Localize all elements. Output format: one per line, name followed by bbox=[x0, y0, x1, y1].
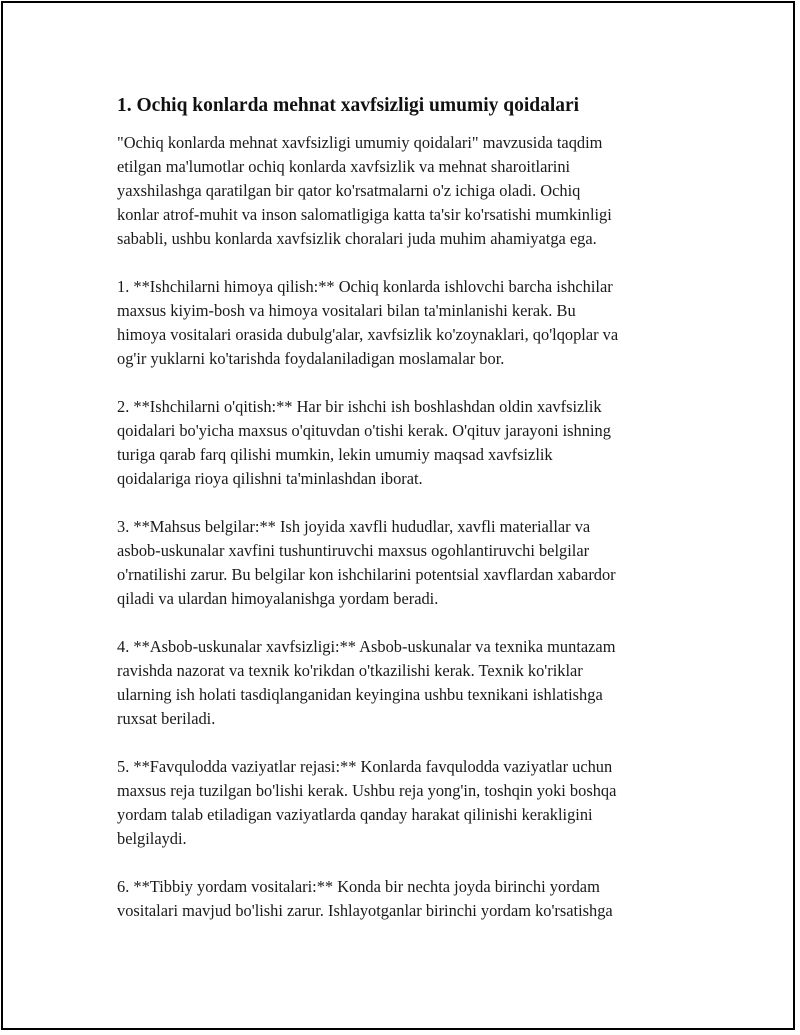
intro-paragraph bbox=[117, 131, 687, 251]
text-line: og'ir yuklarni ko'tarishda foydalaniladigan moslamalar bor. bbox=[117, 349, 505, 368]
text-line: yaxshilashga qaratilgan bir qator ko'rsatmalarni o'z ichiga oladi. Ochiq bbox=[117, 181, 581, 200]
text-line: yordam talab etiladigan vaziyatlarda qanday harakat qilinishi kerakligini bbox=[117, 805, 593, 824]
text-line: "Ochiq konlarda mehnat xavfsizligi umumiy qoidalari" mavzusida taqdim bbox=[117, 133, 603, 152]
item-paragraph-5 bbox=[117, 755, 687, 851]
text-line: sababli, ushbu konlarda xavfsizlik choralari juda muhim ahamiyatga ega. bbox=[117, 229, 597, 248]
text-line: 6. **Tibbiy yordam vositalari:** Konda bir nechta joyda birinchi yordam bbox=[117, 877, 600, 896]
page-title: 1. Ochiq konlarda mehnat xavfsizligi umumiy qoidalari bbox=[117, 95, 580, 116]
text-line: etilgan ma'lumotlar ochiq konlarda xavfsizlik va mehnat sharoitlarini bbox=[117, 157, 571, 176]
text-line: maxsus kiyim-bosh va himoya vositalari bilan ta'minlanishi kerak. Bu bbox=[117, 301, 576, 320]
item-paragraph-1 bbox=[117, 275, 687, 371]
text-line: vositalari mavjud bo'lishi zarur. Ishlayotganlar birinchi yordam ko'rsatishga bbox=[117, 901, 613, 920]
item-paragraph-6 bbox=[117, 875, 687, 923]
text-line: 1. **Ishchilarni himoya qilish:** Ochiq konlarda ishlovchi barcha ishchilar bbox=[117, 277, 613, 296]
text-line: ruxsat beriladi. bbox=[117, 709, 216, 728]
text-line: asbob-uskunalar xavfini tushuntiruvchi maxsus ogohlantiruvchi belgilar bbox=[117, 541, 590, 560]
text-line: konlar atrof-muhit va inson salomatligiga katta ta'sir ko'rsatishi mumkinligi bbox=[117, 205, 612, 224]
text-line: himoya vositalari orasida dubulg'alar, xavfsizlik ko'zoynaklari, qo'lqoplar va bbox=[117, 325, 619, 344]
text-line: 5. **Favqulodda vaziyatlar rejasi:** Konlarda favqulodda vaziyatlar uchun bbox=[117, 757, 613, 776]
text-line: qiladi va ulardan himoyalanishga yordam beradi. bbox=[117, 589, 439, 608]
text-line: ravishda nazorat va texnik ko'rikdan o'tkazilishi kerak. Texnik ko'riklar bbox=[117, 661, 583, 680]
text-line: belgilaydi. bbox=[117, 829, 187, 848]
item-paragraph-4 bbox=[117, 635, 687, 731]
text-line: maxsus reja tuzilgan bo'lishi kerak. Ushbu reja yong'in, toshqin yoki boshqa bbox=[117, 781, 617, 800]
item-paragraph-3 bbox=[117, 515, 687, 611]
item-paragraph-2 bbox=[117, 395, 687, 491]
text-line: ularning ish holati tasdiqlanganidan keyingina ushbu texnikani ishlatishga bbox=[117, 685, 603, 704]
text-line: qoidalariga rioya qilishni ta'minlashdan iborat. bbox=[117, 469, 423, 488]
text-line: 4. **Asbob-uskunalar xavfsizligi:** Asbob-uskunalar va texnika muntazam bbox=[117, 637, 616, 656]
text-line: o'rnatilishi zarur. Bu belgilar kon ishchilarini potentsial xavflardan xabardor bbox=[117, 565, 616, 584]
document-body bbox=[117, 94, 687, 947]
text-line: qoidalari bo'yicha maxsus o'qituvdan o'tishi kerak. O'qituv jarayoni ishning bbox=[117, 421, 611, 440]
text-line: 2. **Ishchilarni o'qitish:** Har bir ishchi ish boshlashdan oldin xavfsizlik bbox=[117, 397, 602, 416]
text-line: 3. **Mahsus belgilar:** Ish joyida xavfli hududlar, xavfli materiallar va bbox=[117, 517, 591, 536]
text-line: turiga qarab farq qilishi mumkin, lekin umumiy maqsad xavfsizlik bbox=[117, 445, 553, 464]
